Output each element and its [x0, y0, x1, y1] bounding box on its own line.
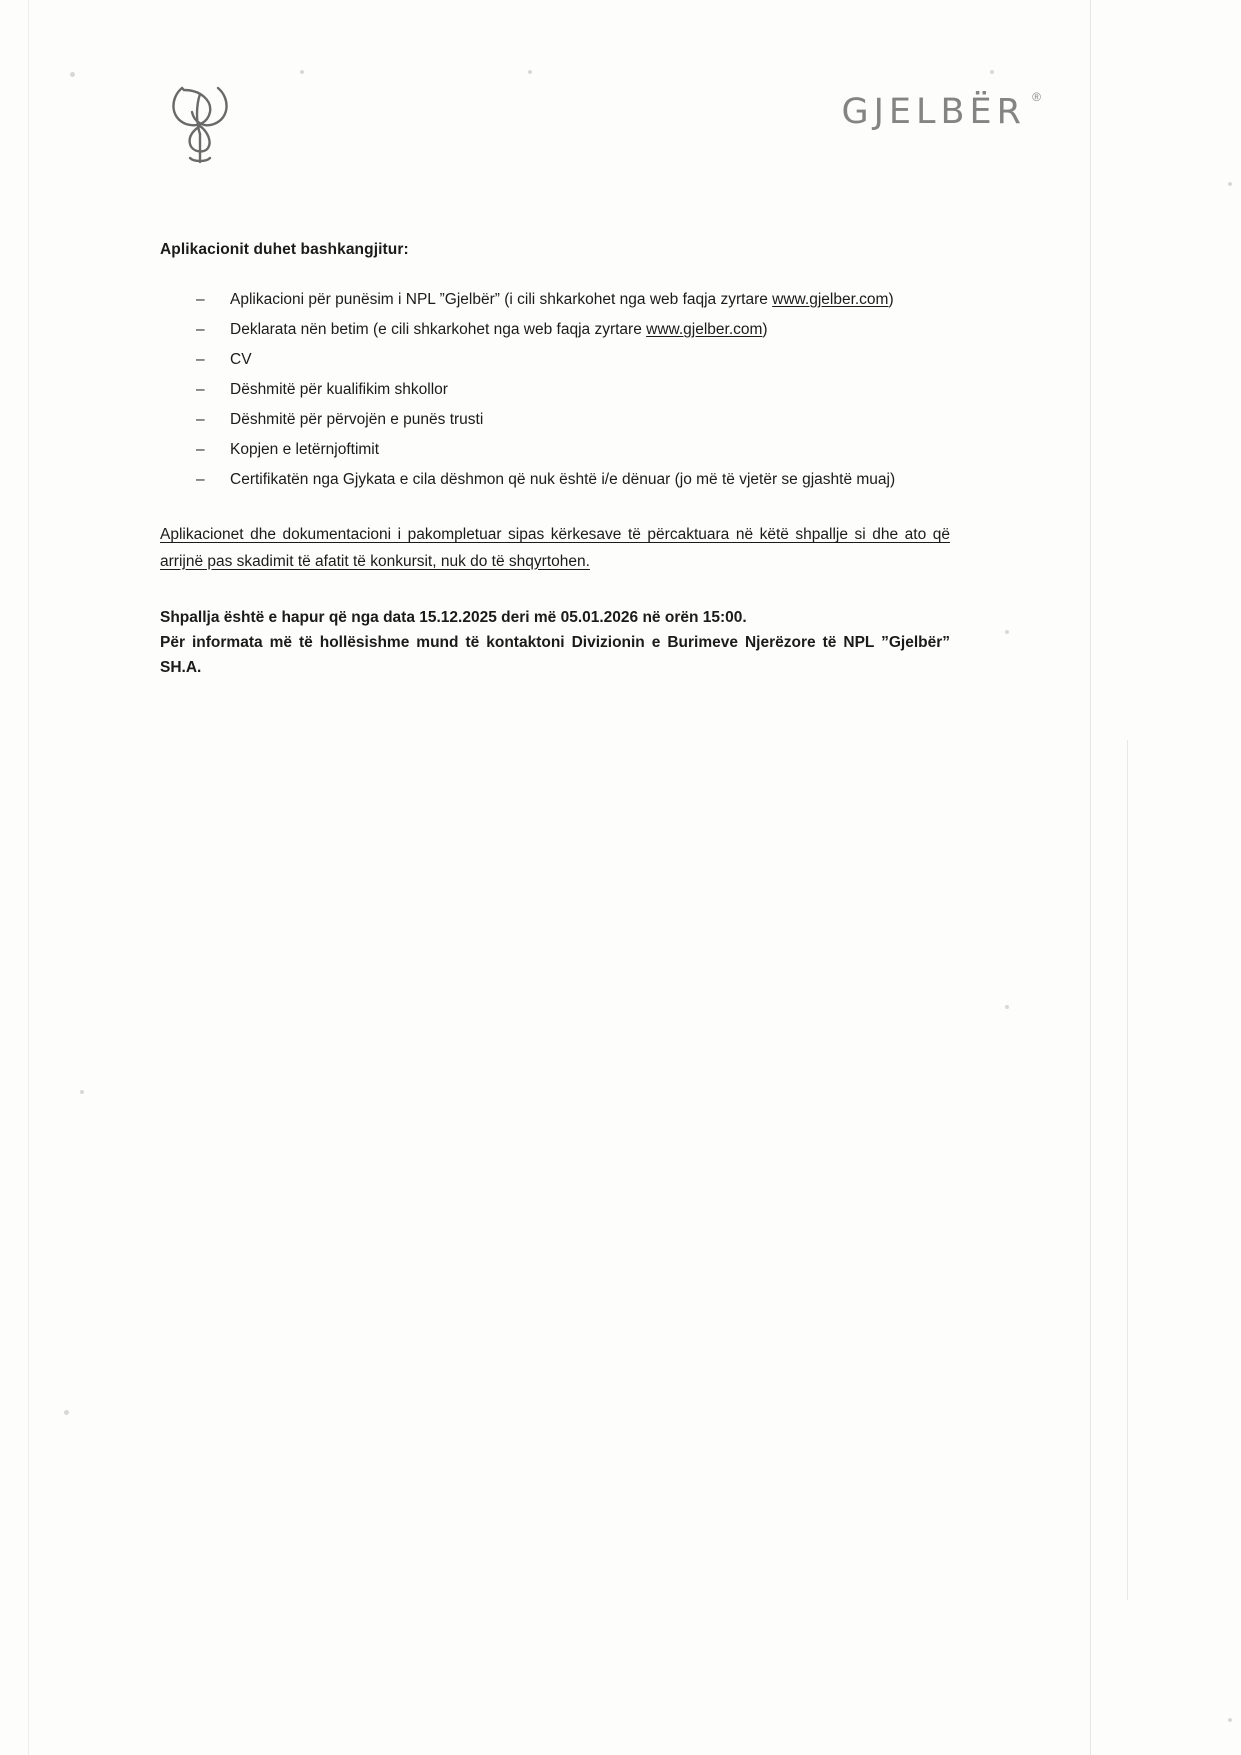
- list-item: [196, 378, 950, 402]
- gjelber-leaf-logo-icon: [160, 78, 240, 164]
- brand-wordmark: GJELBËR: [841, 92, 1026, 132]
- brand-registered-mark: ®: [1032, 90, 1041, 104]
- list-bullet: –: [196, 321, 205, 339]
- list-bullet: –: [196, 351, 205, 369]
- scan-speckle: [1228, 182, 1232, 186]
- scan-edge-line: [1127, 740, 1128, 1600]
- section-heading: Aplikacionit duhet bashkangjitur:: [160, 241, 409, 258]
- scan-speckle: [1005, 630, 1009, 634]
- scan-speckle: [1005, 1005, 1009, 1009]
- list-item: [196, 438, 950, 462]
- list-item-text: Certifikatën nga Gjykata e cila dëshmon që nuk është i/e dënuar (jo më të vjetër se gjashtë muaj): [230, 471, 896, 489]
- scan-speckle: [1228, 1718, 1232, 1722]
- contact-info-line: Për informata më të hollësishme mund të kontaktoni Divizionin e Burimeve Njerëzore të NPL ”Gjelbër” SH.A.: [160, 634, 950, 677]
- website-link[interactable]: www.gjelber.com: [772, 291, 889, 309]
- list-bullet: –: [196, 381, 205, 399]
- list-item: [196, 288, 950, 312]
- list-item-text: Dëshmitë për përvojën e punës trusti: [230, 411, 484, 429]
- list-item: [196, 318, 950, 342]
- list-item-text-after: ): [888, 291, 894, 309]
- list-item-text: [230, 321, 768, 338]
- list-item-text: Dëshmitë për kualifikim shkollor: [230, 381, 448, 399]
- closing-paragraph: [160, 605, 950, 680]
- list-item-text-after: ): [762, 321, 768, 339]
- list-bullet: –: [196, 471, 205, 489]
- scan-edge-line: [28, 0, 29, 1755]
- scan-speckle: [80, 1090, 84, 1094]
- list-item: [196, 348, 950, 372]
- scan-speckle: [300, 70, 304, 74]
- announcement-period-line: Shpallja është e hapur që nga data 15.12.2025 deri më 05.01.2026 në orën 15:00.: [160, 609, 747, 627]
- list-bullet: –: [196, 411, 205, 429]
- list-item-text: [230, 288, 950, 312]
- list-item-text: CV: [230, 351, 252, 369]
- list-item-text-before: Aplikacioni për punësim i NPL ”Gjelbër” (i cili shkarkohet nga web faqja zyrtare: [230, 291, 773, 309]
- list-item: [196, 408, 950, 432]
- requirements-list: [196, 288, 950, 492]
- document-body: [160, 238, 950, 680]
- scan-speckle: [528, 70, 532, 74]
- list-bullet: –: [196, 291, 205, 309]
- list-item-text-before: Deklarata nën betim (e cili shkarkohet nga web faqja zyrtare: [230, 321, 647, 339]
- list-item-text: Kopjen e letërnjoftimit: [230, 441, 380, 459]
- scan-speckle: [70, 72, 75, 77]
- website-link[interactable]: www.gjelber.com: [646, 321, 763, 339]
- list-item: [196, 468, 950, 492]
- incomplete-applications-notice: Aplikacionet dhe dokumentacioni i pakompletuar sipas kërkesave të përcaktuara në këtë shpallje si dhe ato që arrijnë pas skadimit të afatit të konkursit, nuk do të shqyrtohen.: [160, 525, 950, 570]
- scan-speckle: [990, 70, 994, 74]
- scan-speckle: [64, 1410, 69, 1415]
- list-bullet: –: [196, 441, 205, 459]
- document-header: [150, 78, 1121, 168]
- scan-edge-line: [1090, 0, 1091, 1755]
